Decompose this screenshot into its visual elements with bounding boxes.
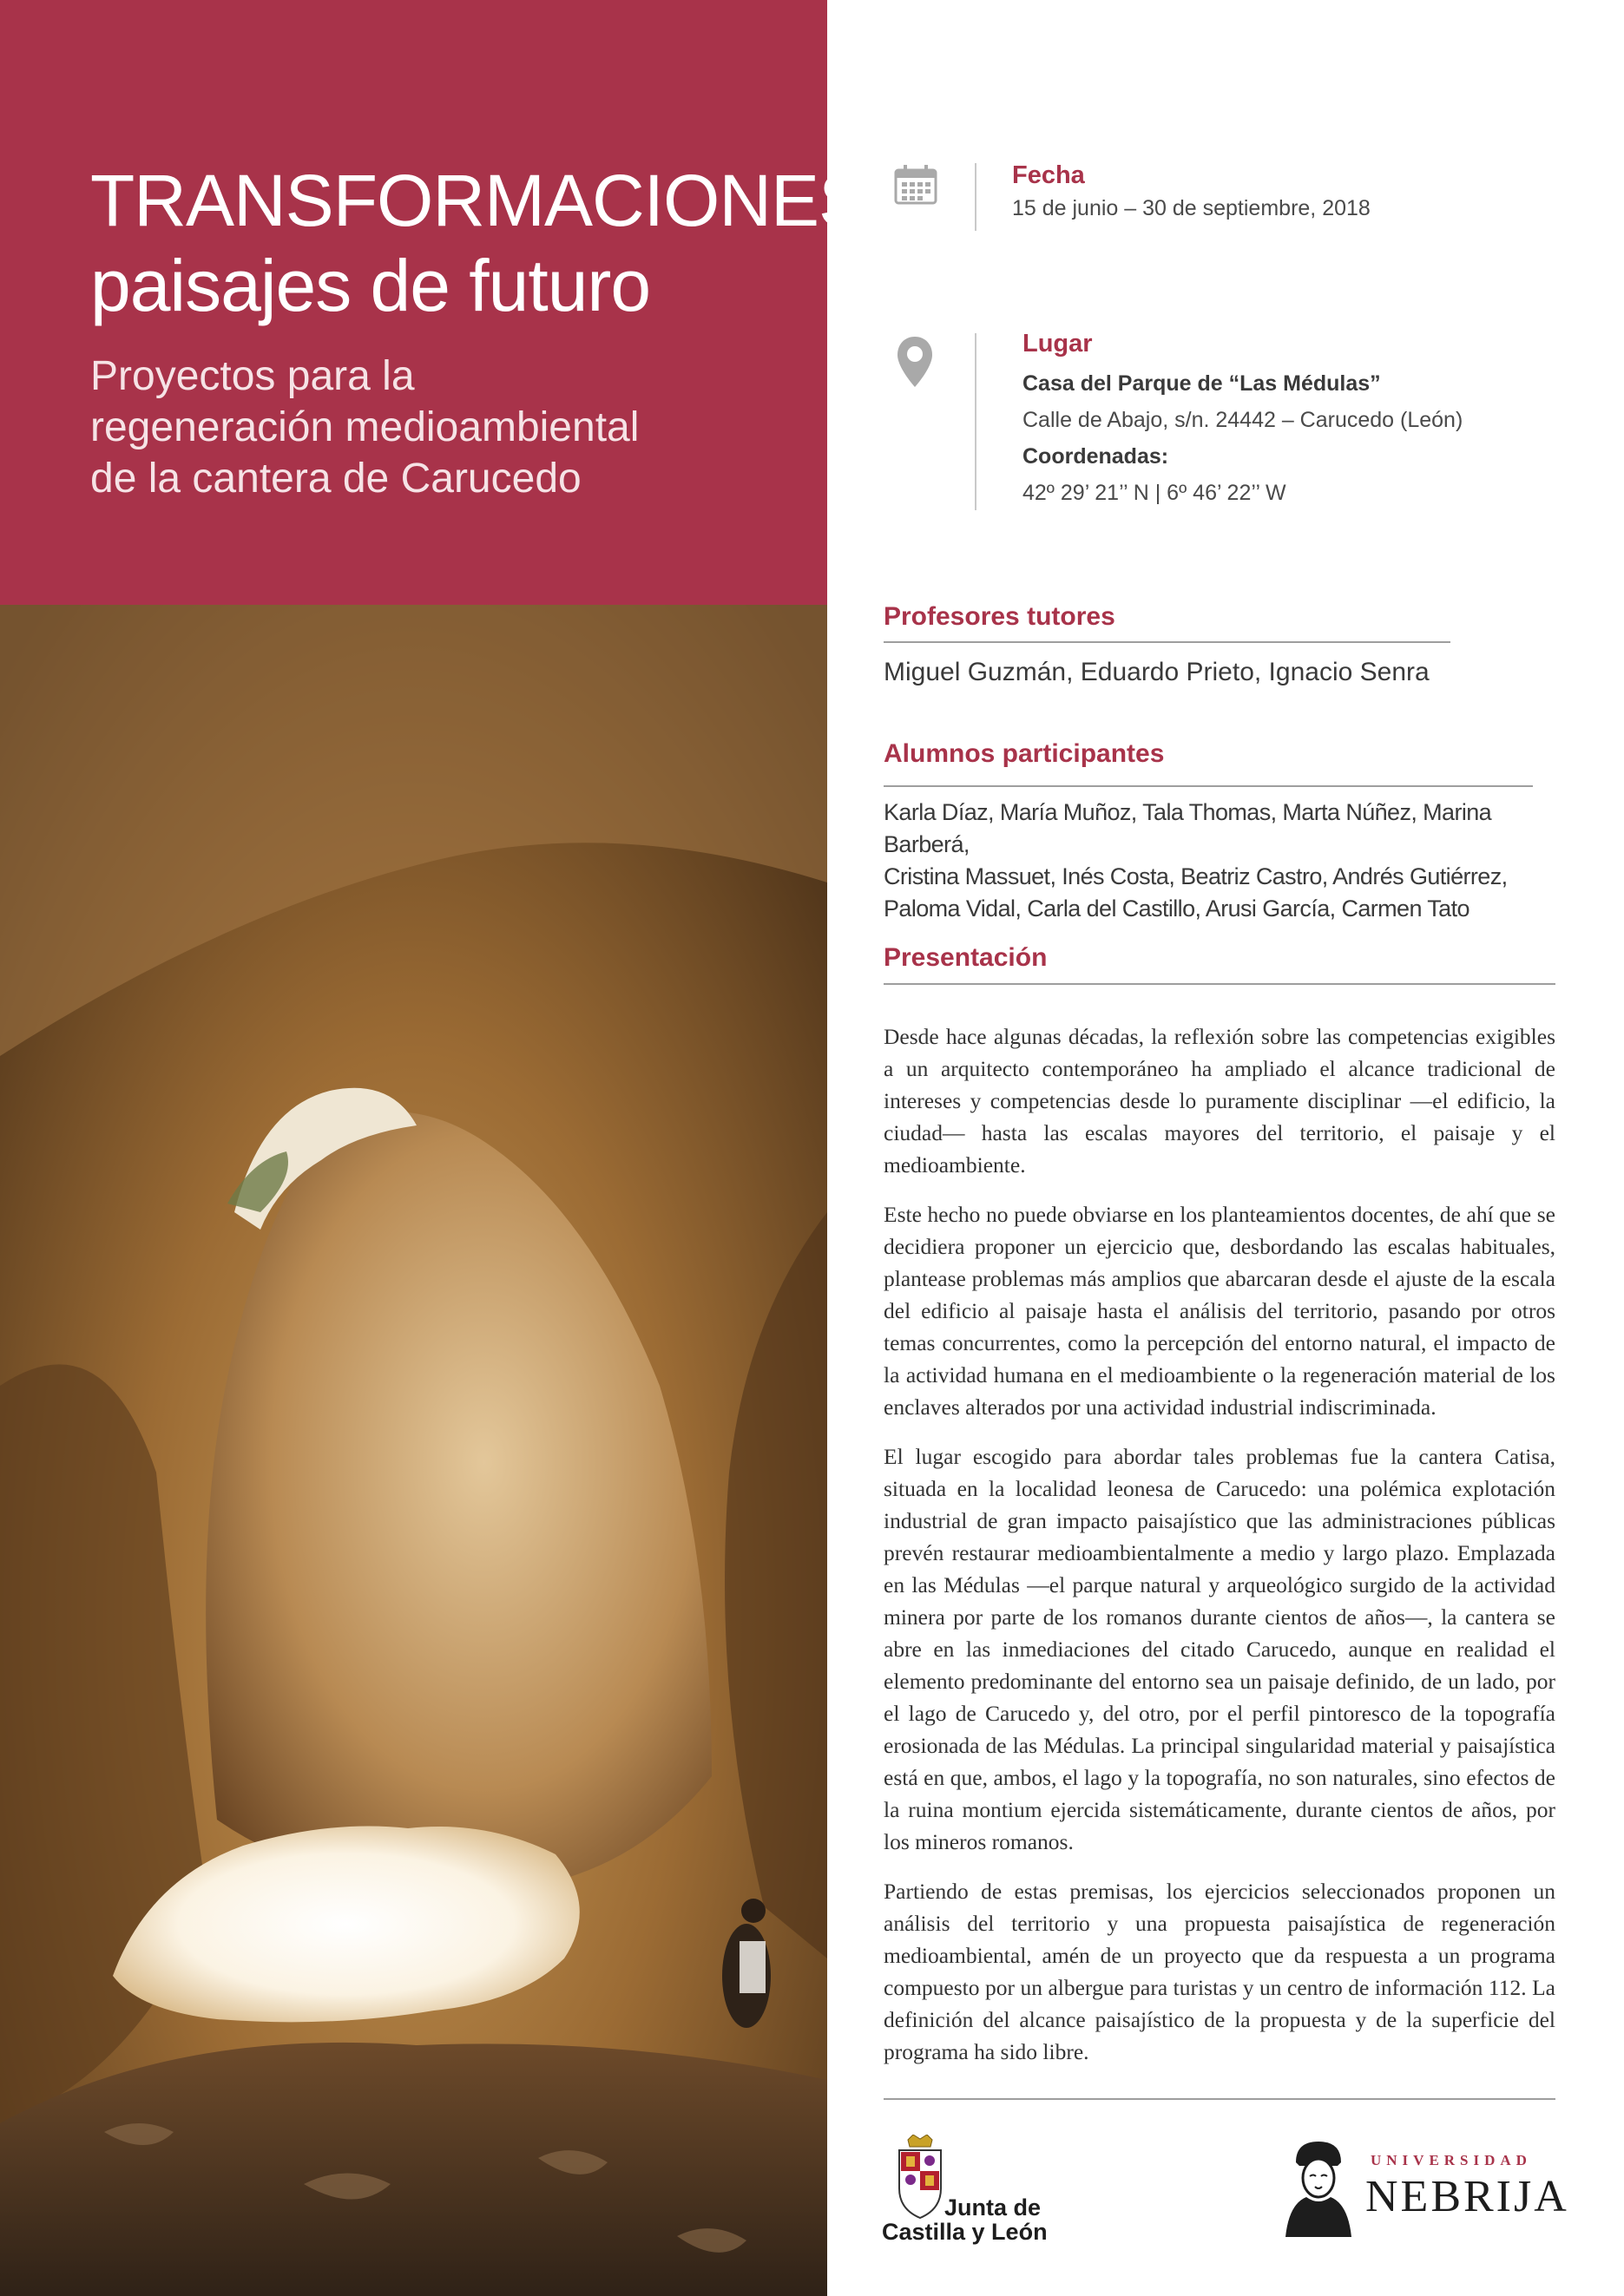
presentacion-paragraph-4: Partiendo de estas premisas, los ejercicios seleccionados proponen un análisis del territorio y una propuesta paisajística de regeneración medioambiental, amén de un proyecto que da respuesta a un programa compuesto por un albergue para turistas y un centro de información 112. La definición del alcance paisajístico de la propuesta y de la superficie del programa ha sido libre.	[884, 1879, 1555, 2064]
alumnos-heading: Alumnos participantes	[884, 739, 1165, 768]
nebrija-universidad: UNIVERSIDAD	[1371, 2152, 1532, 2168]
fecha-value: 15 de junio – 30 de septiembre, 2018	[1012, 196, 1371, 220]
logos-rule	[884, 2098, 1555, 2100]
lugar-divider	[975, 333, 976, 510]
presentacion-paragraph-3: El lugar escogido para abordar tales problemas fue la cantera Catisa, situada en la localidad leonesa de Carucedo: una polémica explotación industrial de gran impacto paisajístico que las administraciones públicas prevén restaurar medioambientalmente a medio y largo plazo. Emplazada en las Médulas —el parque natural y arqueológico surgido de la actividad minera por parte de los romanos durante cientos de años—, la cantera se abre en las inmediaciones del citado Carucedo, aunque en realidad el elemento predominante del entorno sea un paisaje definido, de un lado, por el lago de Carucedo y, del otro, por el perfil pintoresco de la topografía erosionada de las Médulas. La principal singularidad material y paisajística está en que, ambos, el lago y la topografía, no son naturales, sino efectos de la ruina montium ejercida sistemáticamente, durante cientos de años, por los mineros romanos.	[884, 1444, 1555, 1854]
lugar-venue: Casa del Parque de “Las Médulas”	[1022, 371, 1381, 396]
subtitle-line-2: regeneración medioambiental	[90, 404, 640, 450]
jcyl-line-2: Castilla y León	[882, 2219, 1048, 2245]
alumnos-line-3: Paloma Vidal, Carla del Castillo, Arusi García, Carmen Tato	[884, 895, 1469, 922]
junta-castilla-leon-logo	[884, 2135, 1066, 2256]
cave-photo	[0, 605, 827, 2296]
alumnos-line-1: Karla Díaz, María Muñoz, Tala Thomas, Marta Núñez, Marina Barberá,	[884, 799, 1492, 857]
location-pin-icon	[896, 335, 934, 390]
alumnos-rule	[884, 785, 1533, 787]
tutores-heading: Profesores tutores	[884, 602, 1115, 631]
universidad-nebrija-logo	[1280, 2136, 1569, 2240]
presentacion-rule	[884, 983, 1555, 985]
lugar-coords-value: 42º 29’ 21’’ N | 6º 46’ 22’’ W	[1022, 481, 1286, 505]
tutores-rule	[884, 641, 1450, 643]
alumnos-line-2: Cristina Massuet, Inés Costa, Beatriz Castro, Andrés Gutiérrez,	[884, 863, 1508, 889]
presentacion-heading: Presentación	[884, 943, 1048, 972]
presentacion-body	[884, 1020, 1555, 2085]
title-line-1: TRANSFORMACIONES:	[90, 160, 886, 241]
presentacion-paragraph-1: Desde hace algunas décadas, la reflexión sobre las competencias exigibles a un arquitecto contemporáneo ha ampliado el alcance tradicional de intereses y competencias desde lo puramente disciplinar —el edificio, la ciudad— hasta las escalas mayores del territorio, el paisaje y el medioambiente.	[884, 1024, 1555, 1178]
title-line-2: paisajes de futuro	[90, 245, 651, 326]
nebrija-portrait-icon	[1280, 2136, 1355, 2239]
fecha-divider	[975, 163, 976, 231]
coat-of-arms-icon	[896, 2135, 944, 2230]
lugar-coords-label: Coordenadas:	[1022, 444, 1169, 469]
page-subtitle	[90, 351, 785, 504]
jcyl-line-1: Junta de	[944, 2194, 1042, 2221]
presentacion-paragraph-2: Este hecho no puede obviarse en los planteamientos docentes, de ahí que se decidiera proponer un ejercicio que, desbordando las escalas habituales, plantease problemas más amplios que abarcaran desde el ajuste de la escala del edificio al paisaje hasta el análisis del territorio, pasando por otros temas concurrentes, como la percepción del entorno natural, el impacto de la actividad humana en el medioambiente o la regeneración material de los enclaves alterados por una actividad industrial indiscriminada.	[884, 1202, 1555, 1420]
lugar-label: Lugar	[1022, 330, 1093, 358]
subtitle-line-3: de la cantera de Carucedo	[90, 456, 582, 502]
title-banner	[0, 0, 886, 605]
fecha-label: Fecha	[1012, 161, 1085, 189]
jcyl-wordmark	[882, 2194, 1048, 2245]
subtitle-line-1: Proyectos para la	[90, 353, 415, 399]
nebrija-wordmark: NEBRIJA	[1365, 2172, 1569, 2221]
tutores-names: Miguel Guzmán, Eduardo Prieto, Ignacio Senra	[884, 658, 1430, 686]
page-title	[90, 158, 885, 328]
alumnos-list	[884, 797, 1556, 925]
lugar-address: Calle de Abajo, s/n. 24442 – Carucedo (León)	[1022, 408, 1463, 432]
calendar-icon	[894, 165, 937, 205]
